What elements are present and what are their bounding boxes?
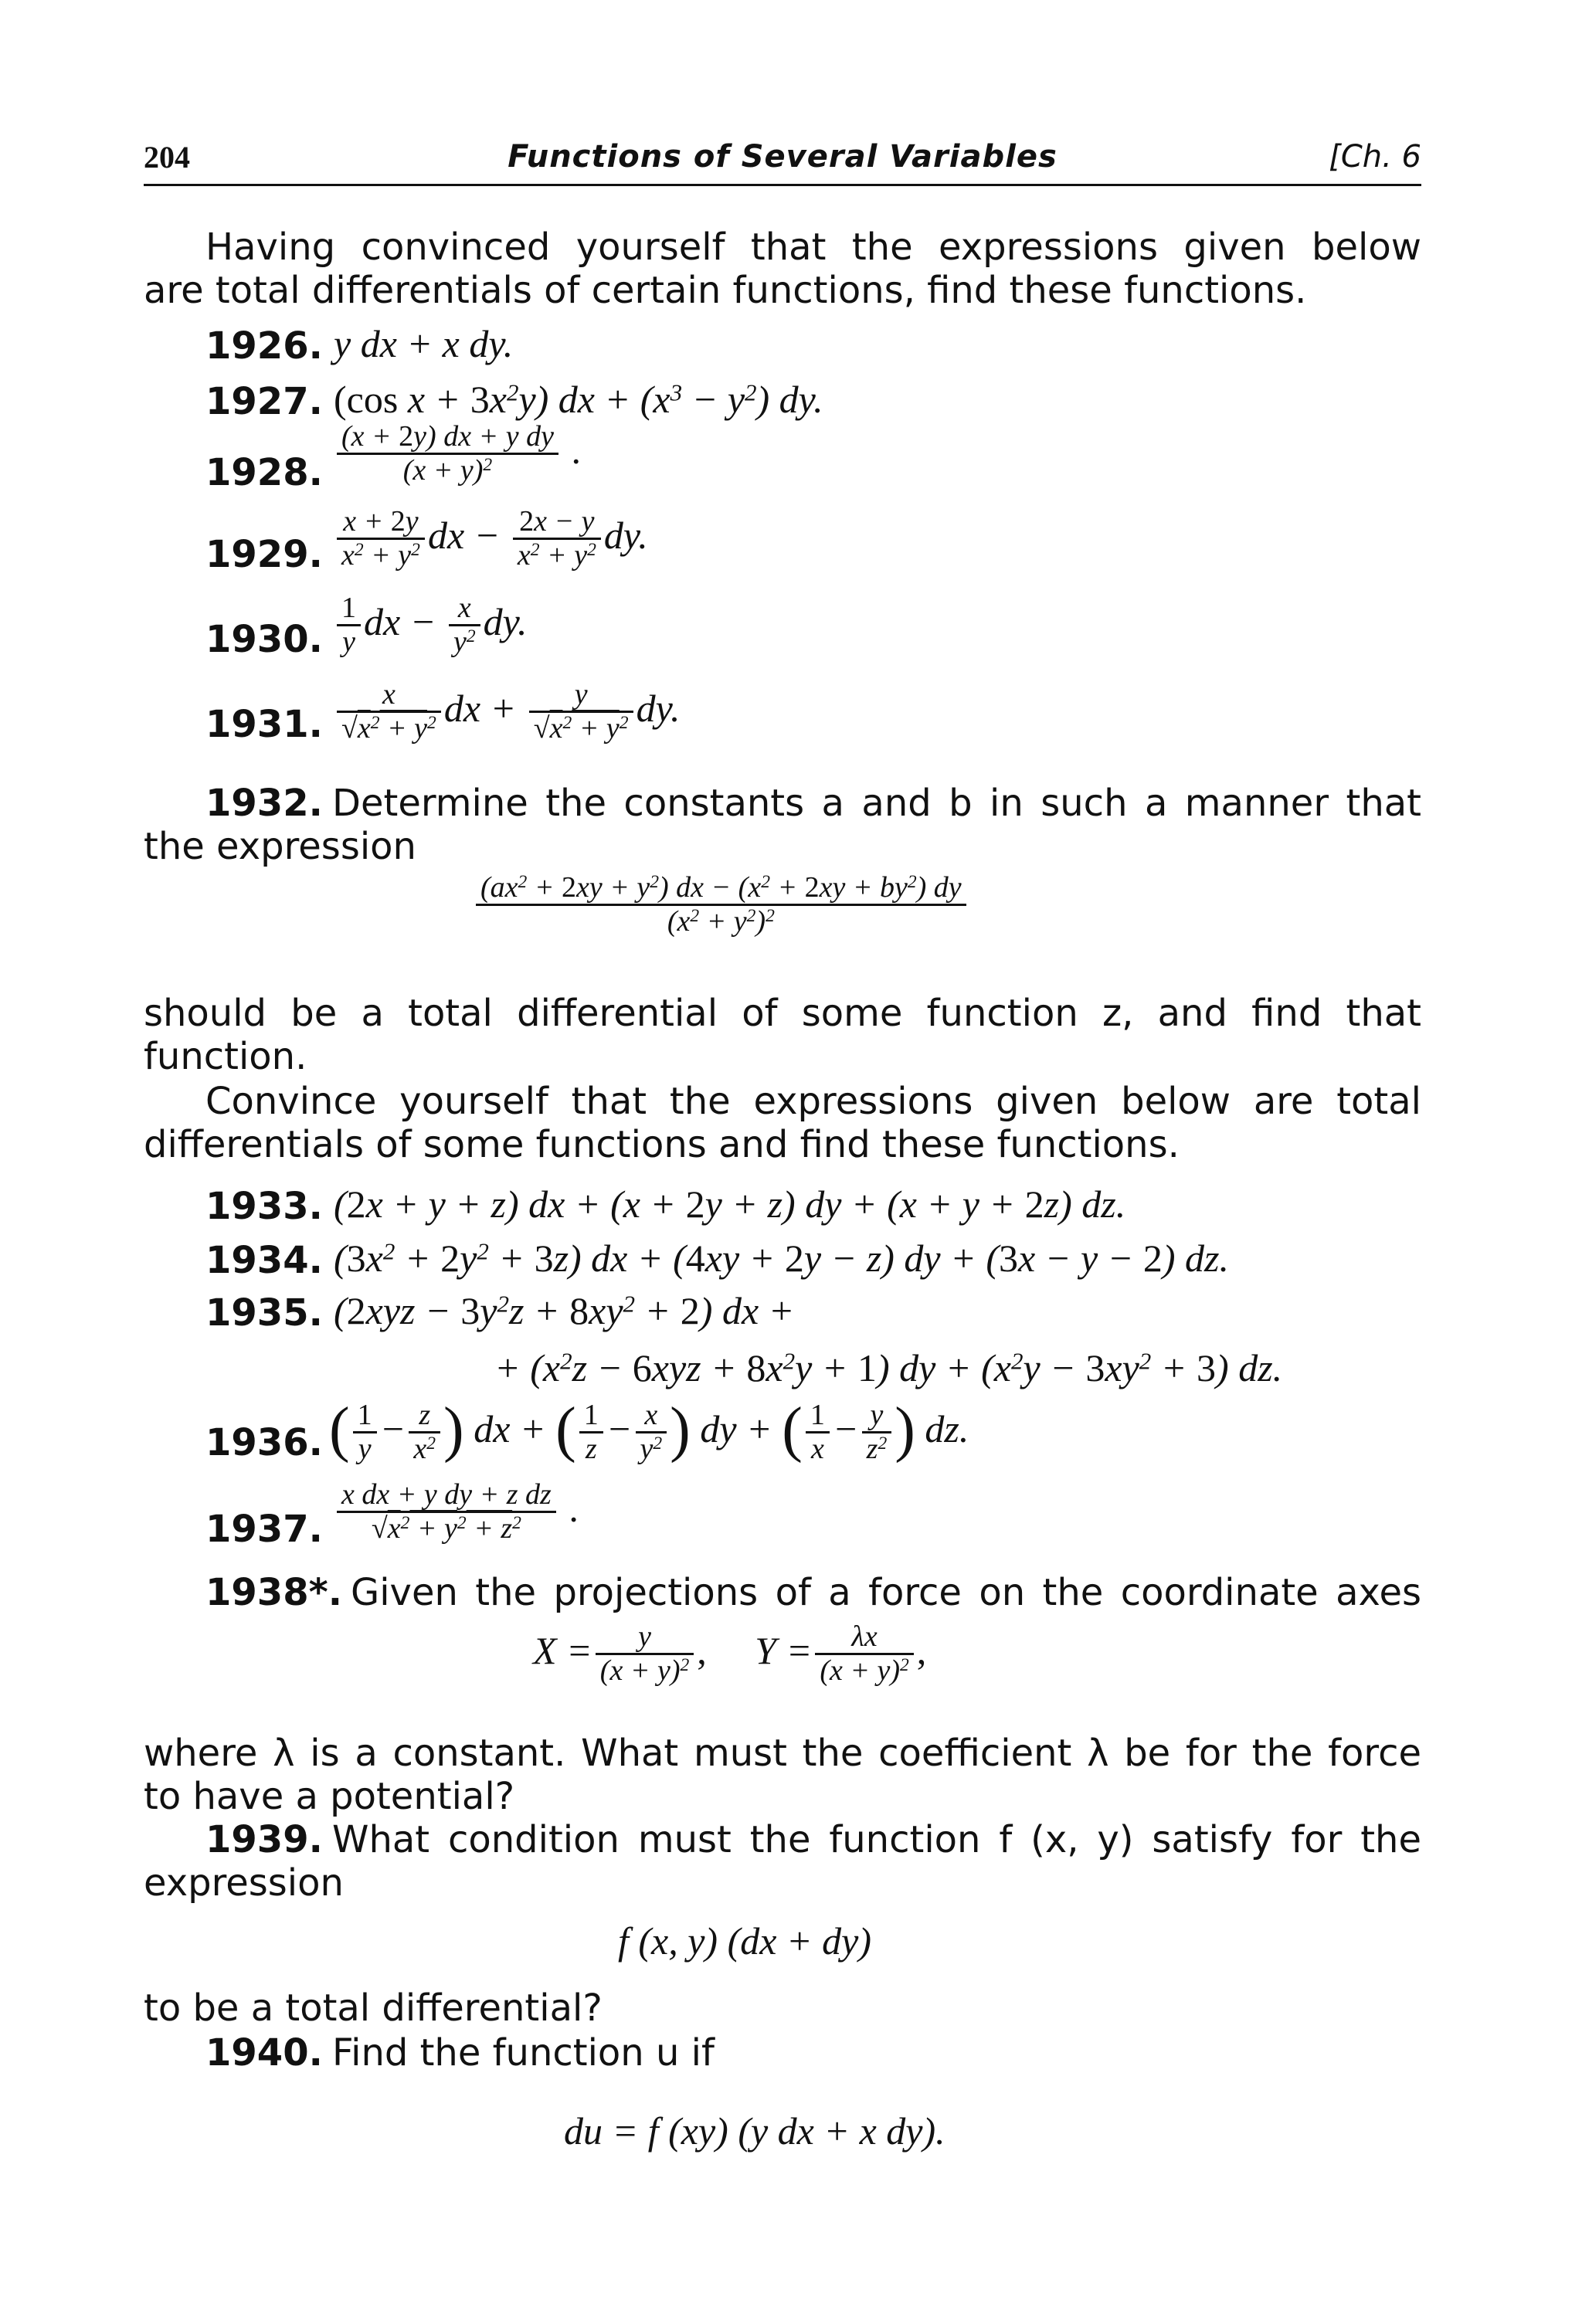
problem-1932-line-2: the expression	[144, 825, 416, 868]
formula-1939: f (x, y) (dx + dy)	[618, 1919, 872, 1963]
formula-1927: (cos $x + 3x^2y$) dx + $(x^3 - y^2)$ dy.	[334, 378, 823, 421]
problem-number: 1940.	[205, 2031, 323, 2075]
problem-number: 1928.	[205, 451, 323, 494]
problem-number: 1935.	[205, 1291, 323, 1335]
problem-number: 1934.	[205, 1239, 323, 1282]
problem-1940-line-1: Find the function u if	[332, 2031, 715, 2075]
problem-number: 1931.	[205, 703, 323, 746]
intro-line-1: Having convinced yourself that the expressions given below	[205, 226, 1421, 269]
problem-number: 1930.	[205, 618, 323, 661]
formula-1935-line-2: + $(x^2z - 6xyz + 8x^2y + 1)$ dy + $(x^2y - 3xy^2 + 3)$ dz.	[494, 1346, 1283, 1389]
problem-number: 1939.	[205, 1818, 323, 1861]
intro-line-2: are total differentials of certain functions, find these functions.	[144, 269, 1307, 312]
chapter-label: [Ch. 6	[1329, 139, 1421, 175]
running-title: Functions of Several Variables	[508, 139, 1057, 175]
formula-1931: $\frac{x}{√x^2 + y^2}$ dx + $\frac{y}{√x^2 + y^2}$ dy.	[334, 680, 681, 745]
formula-1935-line-1: $(2xyz - 3y^2z + 8xy^2 + 2)$ dx +	[334, 1289, 795, 1332]
formula-1928: $\frac{\text{(x + 2y) dx + y dy}}{(x + y)^2}$ .	[334, 422, 581, 487]
problem-1932-line-1: Determine the constants a and b in such a manner that	[332, 782, 1421, 825]
formula-1929: $\frac{x + 2y}{x^2 + y^2}$ dx − $\frac{2x - y}{x^2 + y^2}$ dy.	[334, 507, 648, 572]
formula-1934: $(3x^2 + 2y^2 + 3z)$ dx + (4xy + 2y − z) dy + (3x − y − 2) dz.	[334, 1237, 1229, 1280]
formula-1940: du = f (xy) (y dx + x dy).	[564, 2109, 945, 2153]
page-number: 204	[144, 140, 190, 175]
after-1939-line-1: to be a total differential?	[144, 1986, 603, 2030]
problem-number: 1937.	[205, 1508, 323, 1551]
problem-number: 1933.	[205, 1185, 323, 1228]
formula-1930: $\frac{1}{y}$ dx − $\frac{x}{y^2}$ dy.	[334, 593, 528, 659]
formula-1932: $\frac{(ax^2 + 2xy + y^2) dx - (x^2 + 2xy + by^2) dy}{(x^2 + y^2)^2}$	[473, 873, 969, 938]
after-1932-line-1: should be a total differential of some function z, and find that	[144, 992, 1421, 1035]
problem-1938-line-1: Given the projections of a force on the coordinate axes	[351, 1571, 1421, 1614]
problem-1939-line-2: expression	[144, 1861, 344, 1905]
problem-number: 1929.	[205, 533, 323, 576]
after-1932-line-2: function.	[144, 1035, 307, 1078]
problem-number: 1927.	[205, 380, 323, 423]
problem-number: 1936.	[205, 1421, 323, 1464]
formula-1926: y dx + x dy.	[334, 322, 514, 365]
running-header	[144, 136, 1421, 186]
intro2-line-1: Convince yourself that the expressions given below are total	[205, 1080, 1421, 1123]
formula-1936: ( $\frac{1}{y}$ − $\frac{z}{x^2}$ ) dx + ( $\frac{1}{z}$ − $\frac{x}{y^2}$ ) dy + ( $\frac{1}{x}$ − $\frac{y}{z^2}$ ) dz.	[329, 1396, 969, 1466]
after-1938-line-1: where λ is a constant. What must the coefficient λ be for the force	[144, 1732, 1421, 1775]
formula-1937: $\frac{\text{x dx + y dy + z dz}}{√x^2 + y^2 + z^2}$ .	[334, 1480, 579, 1545]
problem-number: 1926.	[205, 324, 323, 368]
intro2-line-2: differentials of some functions and find these functions.	[144, 1123, 1180, 1166]
after-1938-line-2: to have a potential?	[144, 1775, 515, 1818]
problem-number: 1938*.	[205, 1571, 342, 1614]
problem-number: 1932.	[205, 782, 323, 825]
problem-1939-line-1: What condition must the function f (x, y) satisfy for the	[332, 1818, 1421, 1861]
formula-1933: (2x + y + z) dx + (x + 2y + z) dy + (x + y + 2z) dz.	[334, 1182, 1126, 1226]
formula-1938: X = $\frac{y}{(x + y)^2}$ , Y = $\frac{\lambda x}{(x + y)^2}$ ,	[533, 1620, 927, 1687]
